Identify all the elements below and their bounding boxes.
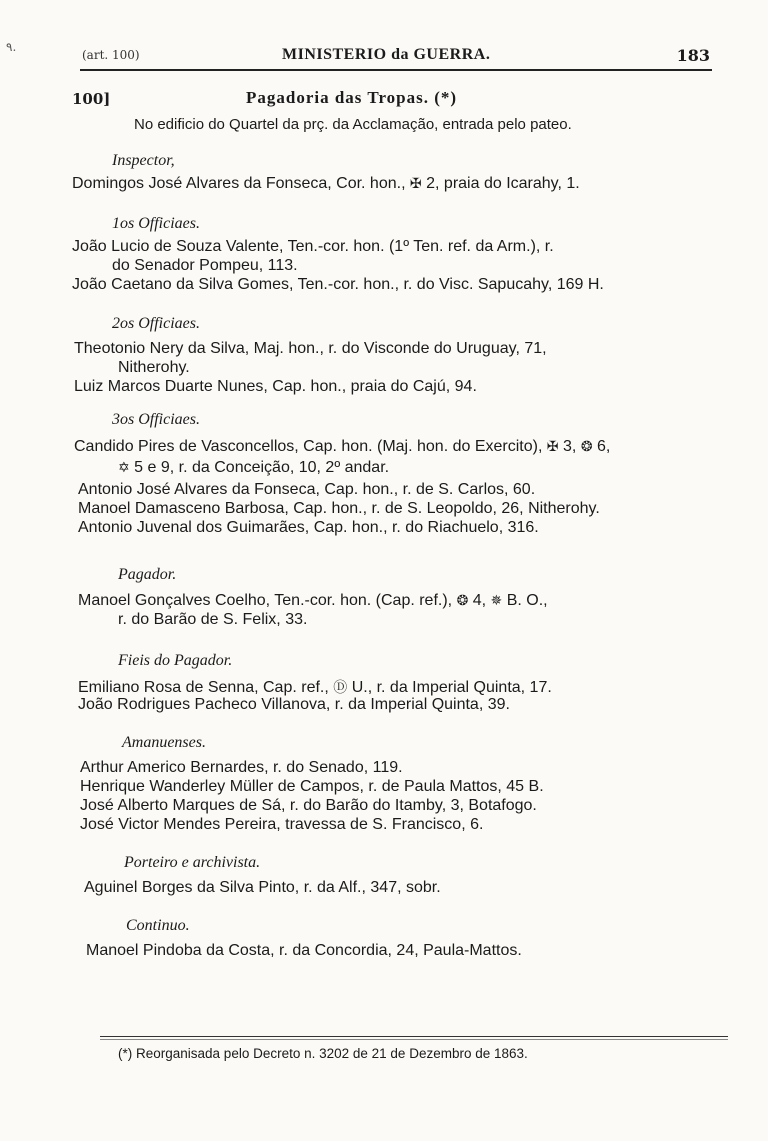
entry-text: 4, <box>468 592 491 609</box>
entry-terceiros-1 <box>74 438 610 456</box>
entry-text: Domingos José Alvares da Fonseca, Cor. hon., <box>72 175 410 192</box>
heading-fieis: Fieis do Pagador. <box>118 652 233 669</box>
heading-continuo: Continuo. <box>126 917 190 934</box>
star-icon: ✵ <box>490 593 503 609</box>
entry-text: Candido Pires de Vasconcellos, Cap. hon. (Maj. hon. do Exercito), <box>74 438 547 455</box>
section-title: Pagadoria das Tropas. (*) <box>246 88 458 107</box>
entry-fieis-1 <box>78 677 552 697</box>
heading-pagador: Pagador. <box>118 566 177 583</box>
entry-inspector <box>72 175 580 193</box>
entry-line: Theotonio Nery da Silva, Maj. hon., r. do Visconde do Uruguay, 71, <box>74 340 547 357</box>
entry-line: Aguinel Borges da Silva Pinto, r. da Alf., 347, sobr. <box>84 879 441 896</box>
heading-inspector: Inspector, <box>112 152 175 169</box>
heading-terceiros-officiaes: 3os Officiaes. <box>112 411 200 428</box>
heading-porteiro: Porteiro e archivista. <box>124 854 261 871</box>
entry-text: U., r. da Imperial Quinta, 17. <box>347 679 552 696</box>
page-number: 183 <box>676 46 710 65</box>
entry-text: 2, praia do Icarahy, 1. <box>421 175 580 192</box>
heading-segundos-officiaes: 2os Officiaes. <box>112 315 200 332</box>
header-rule <box>80 69 712 71</box>
entry-line: João Rodrigues Pacheco Villanova, r. da Imperial Quinta, 39. <box>78 696 510 713</box>
section-number: 100] <box>72 90 111 108</box>
entry-text: Manoel Gonçalves Coelho, Ten.-cor. hon. (Cap. ref.), <box>78 592 457 609</box>
entry-line: Antonio Juvenal dos Guimarães, Cap. hon., r. do Riachuelo, 316. <box>78 519 539 536</box>
heading-amanuenses: Amanuenses. <box>122 734 206 751</box>
star-icon: ✡ <box>118 460 130 476</box>
entry-line: José Victor Mendes Pereira, travessa de S. Francisco, 6. <box>80 816 484 833</box>
entry-line: r. do Barão de S. Felix, 33. <box>118 611 308 628</box>
entry-text: B. O., <box>502 592 548 609</box>
entry-text: 3, <box>558 438 581 455</box>
header-article-ref: (art. 100) <box>82 48 140 62</box>
entry-line: João Lucio de Souza Valente, Ten.-cor. hon. (1º Ten. ref. da Arm.), r. <box>72 238 554 255</box>
cross-icon: ✠ <box>409 176 422 192</box>
order-icon: Ⓓ <box>333 680 348 696</box>
footnote-rule-secondary <box>100 1039 728 1040</box>
footnote-rule <box>100 1036 728 1037</box>
entry-text: 5 e 9, r. da Conceição, 10, 2º andar. <box>129 459 390 476</box>
medal-icon: ❂ <box>580 439 593 455</box>
entry-line: Henrique Wanderley Müller de Campos, r. de Paula Mattos, 45 B. <box>80 778 544 795</box>
medal-icon: ❂ <box>456 593 469 609</box>
entry-line: José Alberto Marques de Sá, r. do Barão do Itamby, 3, Botafogo. <box>80 797 537 814</box>
heading-primeiros-officiaes: 1os Officiaes. <box>112 215 200 232</box>
entry-line: do Senador Pompeu, 113. <box>112 257 298 274</box>
entry-line: Nitherohy. <box>118 359 190 376</box>
footnote: (*) Reorganisada pelo Decreto n. 3202 de 21 de Dezembro de 1863. <box>118 1046 528 1061</box>
entry-line: Manoel Pindoba da Costa, r. da Concordia, 24, Paula-Mattos. <box>86 942 522 959</box>
section-subtitle: No edificio do Quartel da prç. da Acclamação, entrada pelo pateo. <box>134 116 572 133</box>
entry-line: Luiz Marcos Duarte Nunes, Cap. hon., praia do Cajú, 94. <box>74 378 477 395</box>
margin-mark: ٩. <box>6 40 17 54</box>
header-ministry-title: MINISTERIO da GUERRA. <box>282 46 491 63</box>
entry-line: Manoel Damasceno Barbosa, Cap. hon., r. de S. Leopoldo, 26, Nitherohy. <box>78 500 600 517</box>
entry-line: Antonio José Alvares da Fonseca, Cap. hon., r. de S. Carlos, 60. <box>78 481 536 498</box>
entry-text: Emiliano Rosa de Senna, Cap. ref., <box>78 679 334 696</box>
entry-line: João Caetano da Silva Gomes, Ten.-cor. hon., r. do Visc. Sapucahy, 169 H. <box>72 276 604 293</box>
entry-terceiros-1-cont <box>118 459 389 477</box>
entry-line: Arthur Americo Bernardes, r. do Senado, 119. <box>80 759 403 776</box>
cross-icon: ✠ <box>546 439 559 455</box>
entry-pagador <box>78 592 548 610</box>
entry-text: 6, <box>592 438 611 455</box>
running-header <box>82 46 710 68</box>
